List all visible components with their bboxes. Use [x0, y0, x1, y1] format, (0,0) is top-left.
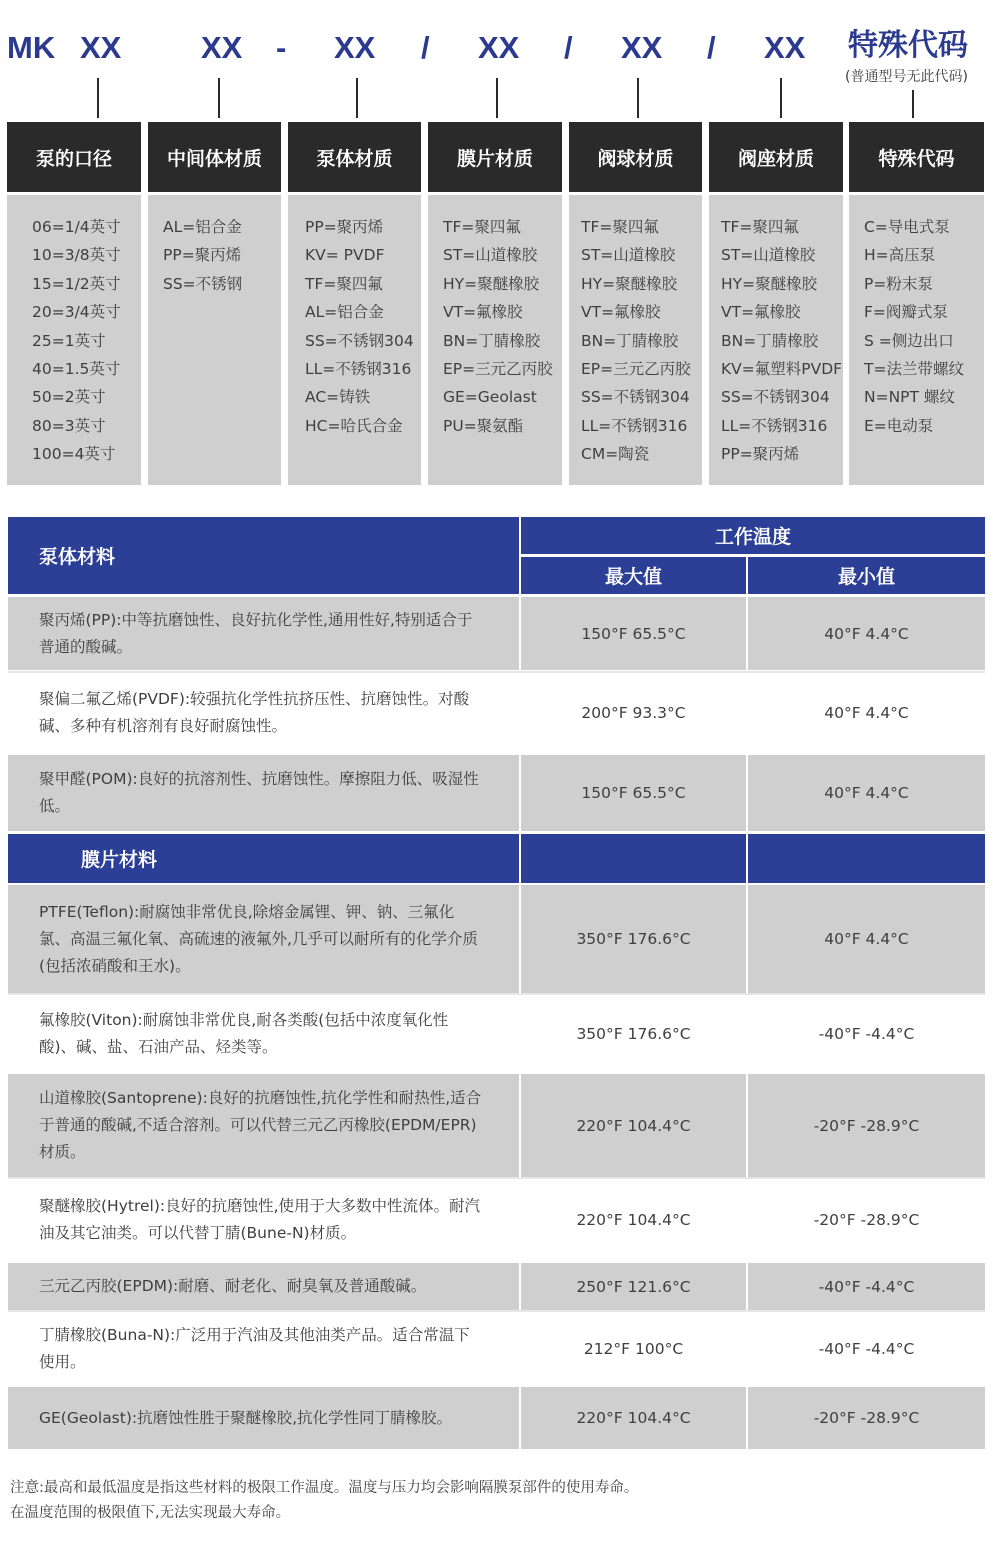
max-temp: 150°F 65.5°C [521, 597, 746, 670]
table-row [8, 1179, 985, 1261]
min-temp: -20°F -28.9°C [748, 1179, 985, 1261]
table-row [8, 1074, 985, 1177]
column-title: 阀座材质 [709, 122, 843, 192]
connector-line [218, 78, 220, 118]
list-item: 25=1英寸 [32, 331, 106, 350]
list-item: VT=氟橡胶 [581, 303, 661, 322]
list-item: 50=2英寸 [32, 388, 106, 407]
code-size: XX [80, 30, 122, 65]
list-item: 06=1/4英寸 [32, 218, 121, 236]
header-min: 最小值 [748, 557, 985, 594]
table-row [8, 673, 985, 753]
max-temp: 350°F 176.6°C [521, 885, 746, 993]
table-row [8, 755, 985, 831]
min-temp: 40°F 4.4°C [748, 755, 985, 831]
list-item: HC=哈氏合金 [305, 416, 403, 435]
connector-line [637, 78, 639, 118]
list-item: AL=铝合金 [305, 303, 384, 322]
list-item: C=导电式泵 [864, 218, 950, 236]
material-description: 山道橡胶(Santoprene):良好的抗磨蚀性,抗化学性和耐热性,适合于普通的酸碱,不适合溶剂。可以代替三元乙丙橡胶(EPDM/EPR)材质。 [8, 1074, 519, 1177]
list-item: BN=丁腈橡胶 [721, 331, 819, 350]
min-temp: -20°F -28.9°C [748, 1074, 985, 1177]
list-item: P=粉末泵 [864, 274, 933, 293]
code-seat: XX [764, 30, 806, 65]
list-item: LL=不锈钢316 [581, 416, 688, 435]
column-center-body [148, 122, 281, 485]
list-item: 80=3英寸 [32, 416, 106, 435]
column-list [428, 195, 562, 485]
list-item: 15=1/2英寸 [32, 274, 121, 293]
min-temp: -20°F -28.9°C [748, 1387, 985, 1449]
list-item: HY=聚醚橡胶 [581, 274, 678, 293]
list-item: EP=三元乙丙胶 [581, 359, 691, 378]
max-temp: 250°F 121.6°C [521, 1263, 746, 1310]
list-item: HY=聚醚橡胶 [721, 274, 818, 293]
diaphragm-section-header [8, 834, 985, 883]
code-special-label: 特殊代码 [848, 28, 968, 63]
table-row [8, 1263, 985, 1310]
list-item: SS=不锈钢304 [721, 388, 830, 407]
footnote-line: 注意:最高和最低温度是指这些材料的极限工作温度。温度与压力均会影响隔膜泵部件的使用寿命。 [10, 1480, 639, 1496]
list-item: F=阀瓣式泵 [864, 303, 948, 322]
list-item: BN=丁腈橡胶 [581, 331, 679, 350]
row-divider [8, 1310, 985, 1312]
code-slash: / [421, 30, 430, 65]
table-row [8, 995, 985, 1072]
row-divider [8, 671, 985, 673]
table-row [8, 885, 985, 993]
list-item: ST=山道橡胶 [443, 246, 538, 265]
table-row [8, 597, 985, 670]
list-item: N=NPT 螺纹 [864, 388, 955, 407]
column-list [569, 195, 702, 485]
list-item: 100=4英寸 [32, 445, 116, 464]
list-item: LL=不锈钢316 [721, 416, 828, 435]
max-temp: 200°F 93.3°C [521, 673, 746, 753]
max-temp: 220°F 104.4°C [521, 1074, 746, 1177]
material-description: GE(Geolast):抗磨蚀性胜于聚醚橡胶,抗化学性同丁腈橡胶。 [8, 1387, 519, 1449]
list-item: ST=山道橡胶 [581, 246, 676, 265]
list-item: VT=氟橡胶 [721, 303, 801, 322]
list-item: 10=3/8英寸 [32, 246, 121, 265]
code-dash: - [276, 30, 287, 65]
column-list [148, 195, 281, 485]
material-description: 聚甲醛(POM):良好的抗溶剂性、抗磨蚀性。摩擦阻力低、吸湿性低。 [8, 755, 519, 831]
list-item: TF=聚四氟 [581, 218, 659, 236]
list-item: AL=铝合金 [163, 218, 242, 236]
column-list [709, 195, 843, 485]
list-item: TF=聚四氟 [305, 274, 383, 293]
list-item: TF=聚四氟 [443, 218, 521, 236]
column-list [7, 195, 141, 485]
list-item: SS=不锈钢304 [305, 331, 414, 350]
list-item: PU=聚氨酯 [443, 416, 524, 435]
footnote-line: 在温度范围的极限值下,无法实现最大寿命。 [10, 1505, 291, 1521]
min-temp: 40°F 4.4°C [748, 885, 985, 993]
list-item: E=电动泵 [864, 416, 934, 435]
list-item: BN=丁腈橡胶 [443, 331, 541, 350]
max-temp: 350°F 176.6°C [521, 995, 746, 1072]
column-title: 膜片材质 [428, 122, 562, 192]
list-item: SS=不锈钢 [163, 274, 243, 293]
list-item: AC=铸铁 [305, 388, 371, 407]
list-item: KV=氟塑料PVDF [721, 359, 843, 378]
material-description: 聚醚橡胶(Hytrel):良好的抗磨蚀性,使用于大多数中性流体。耐汽油及其它油类。可以代替丁腈(Bune-N)材质。 [8, 1179, 519, 1261]
column-pump-size [7, 122, 141, 485]
list-item: EP=三元乙丙胶 [443, 359, 553, 378]
header-body-material: 泵体材料 [8, 517, 519, 594]
list-item: PP=聚丙烯 [721, 445, 800, 464]
code-pump-body: XX [334, 30, 376, 65]
header-max: 最大值 [521, 557, 746, 594]
table-header [8, 517, 985, 594]
list-item: 40=1.5英寸 [32, 359, 121, 378]
min-temp: -40°F -4.4°C [748, 995, 985, 1072]
header-diaphragm-material: 膜片材料 [8, 834, 519, 883]
header-blank [521, 834, 746, 883]
list-item: SS=不锈钢304 [581, 388, 690, 407]
list-item: GE=Geolast [443, 388, 537, 407]
code-center-body: XX [201, 30, 243, 65]
list-item: KV= PVDF [305, 246, 385, 265]
list-item: CM=陶瓷 [581, 445, 650, 464]
column-list [849, 195, 984, 485]
max-temp: 220°F 104.4°C [521, 1387, 746, 1449]
list-item: T=法兰带螺纹 [864, 359, 964, 378]
list-item: PP=聚丙烯 [163, 246, 242, 265]
column-special-code [849, 122, 984, 485]
connector-line [780, 78, 782, 118]
min-temp: -40°F -4.4°C [748, 1263, 985, 1310]
column-title: 阀球材质 [569, 122, 702, 192]
list-item: H=高压泵 [864, 246, 936, 265]
max-temp: 150°F 65.5°C [521, 755, 746, 831]
column-diaphragm [428, 122, 562, 485]
max-temp: 212°F 100°C [521, 1312, 746, 1385]
connector-line [496, 78, 498, 118]
connector-line [356, 78, 358, 118]
column-title: 特殊代码 [849, 122, 984, 192]
code-slash: / [564, 30, 573, 65]
min-temp: -40°F -4.4°C [748, 1312, 985, 1385]
min-temp: 40°F 4.4°C [748, 597, 985, 670]
material-description: 氟橡胶(Viton):耐腐蚀非常优良,耐各类酸(包括中浓度氧化性酸)、碱、盐、石油产品、烃类等。 [8, 995, 519, 1072]
list-item: S =侧边出口 [864, 331, 954, 350]
table-row [8, 1312, 985, 1385]
list-item: VT=氟橡胶 [443, 303, 523, 322]
code-slash: / [707, 30, 716, 65]
material-description: 三元乙丙胶(EPDM):耐磨、耐老化、耐臭氧及普通酸碱。 [8, 1263, 519, 1310]
header-working-temp: 工作温度 [521, 517, 985, 554]
code-diaphragm: XX [478, 30, 520, 65]
list-item: PP=聚丙烯 [305, 218, 384, 236]
footnote [10, 1476, 638, 1526]
list-item: ST=山道橡胶 [721, 246, 816, 265]
material-description: 聚丙烯(PP):中等抗磨蚀性、良好抗化学性,通用性好,特别适合于普通的酸碱。 [8, 597, 519, 670]
connector-line [97, 78, 99, 118]
row-divider [8, 993, 985, 995]
min-temp: 40°F 4.4°C [748, 673, 985, 753]
row-divider [8, 1177, 985, 1179]
material-description: 丁腈橡胶(Buna-N):广泛用于汽油及其他油类产品。适合常温下使用。 [8, 1312, 519, 1385]
list-item: HY=聚醚橡胶 [443, 274, 540, 293]
code-ball: XX [621, 30, 663, 65]
list-item: LL=不锈钢316 [305, 359, 412, 378]
column-title: 泵体材质 [288, 122, 421, 192]
column-title: 中间体材质 [148, 122, 281, 192]
column-title: 泵的口径 [7, 122, 141, 192]
column-pump-body [288, 122, 421, 485]
column-valve-ball [569, 122, 702, 485]
code-special-note: (普通型号无此代码) [845, 69, 968, 85]
list-item: 20=3/4英寸 [32, 303, 121, 322]
column-list [288, 195, 421, 485]
header-blank [748, 834, 985, 883]
code-prefix: MK [7, 30, 56, 65]
table-row [8, 1387, 985, 1449]
max-temp: 220°F 104.4°C [521, 1179, 746, 1261]
connector-line [912, 90, 914, 118]
list-item: TF=聚四氟 [721, 218, 799, 236]
column-valve-seat [709, 122, 843, 485]
material-description: 聚偏二氟乙烯(PVDF):较强抗化学性抗挤压性、抗磨蚀性。对酸碱、多种有机溶剂有良好耐腐蚀性。 [8, 673, 519, 753]
material-description: PTFE(Teflon):耐腐蚀非常优良,除熔金属锂、钾、钠、三氟化氯、高温三氟化氧、高硫速的液氟外,几乎可以耐所有的化学介质(包括浓硝酸和王水)。 [8, 885, 519, 993]
